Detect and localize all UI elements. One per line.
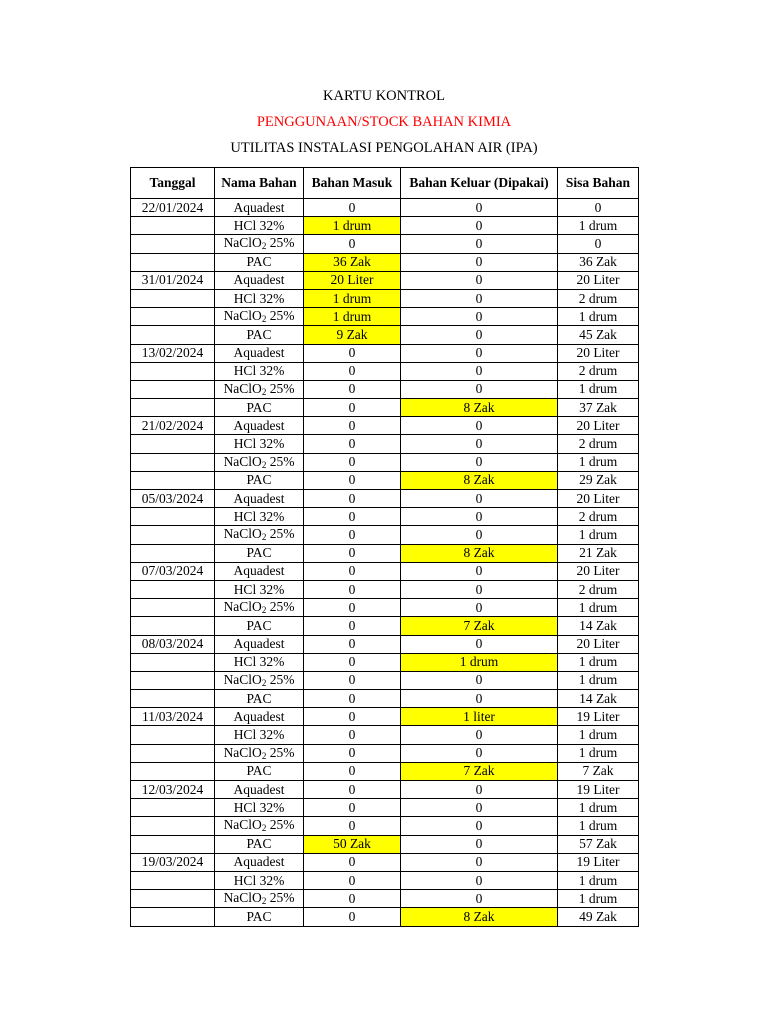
table-row <box>131 562 639 580</box>
table-row <box>131 417 639 435</box>
cell-sisa-bahan: 1 drum <box>558 217 639 235</box>
cell-bahan-masuk: 0 <box>304 199 401 217</box>
cell-nama-bahan: NaClO$_2$ 25% <box>215 526 304 544</box>
table-row <box>131 708 639 726</box>
cell-sisa-bahan: 36 Zak <box>558 253 639 271</box>
cell-sisa-bahan: 14 Zak <box>558 690 639 708</box>
cell-sisa-bahan: 1 drum <box>558 744 639 762</box>
cell-nama-bahan: Aquadest <box>215 708 304 726</box>
cell-sisa-bahan: 0 <box>558 199 639 217</box>
cell-tanggal <box>131 526 215 544</box>
table-row <box>131 617 639 635</box>
cell-tanggal <box>131 799 215 817</box>
cell-nama-bahan: HCl 32% <box>215 580 304 598</box>
table-row <box>131 344 639 362</box>
cell-nama-bahan: PAC <box>215 326 304 344</box>
cell-tanggal <box>131 835 215 853</box>
document-subtitle: PENGGUNAAN/STOCK BAHAN KIMIA <box>256 114 512 130</box>
table-row <box>131 890 639 908</box>
cell-bahan-keluar: 0 <box>401 508 558 526</box>
table-row <box>131 835 639 853</box>
cell-nama-bahan: PAC <box>215 253 304 271</box>
cell-tanggal <box>131 435 215 453</box>
cell-tanggal <box>131 508 215 526</box>
cell-nama-bahan: HCl 32% <box>215 217 304 235</box>
table-row <box>131 853 639 871</box>
cell-bahan-keluar: 0 <box>401 635 558 653</box>
cell-bahan-keluar: 0 <box>401 271 558 289</box>
cell-sisa-bahan: 20 Liter <box>558 417 639 435</box>
cell-tanggal <box>131 380 215 398</box>
cell-sisa-bahan: 1 drum <box>558 726 639 744</box>
cell-tanggal <box>131 762 215 780</box>
cell-sisa-bahan: 1 drum <box>558 871 639 889</box>
cell-sisa-bahan: 19 Liter <box>558 708 639 726</box>
cell-bahan-keluar: 8 Zak <box>401 544 558 562</box>
cell-sisa-bahan: 1 drum <box>558 599 639 617</box>
cell-nama-bahan: Aquadest <box>215 344 304 362</box>
cell-tanggal <box>131 308 215 326</box>
cell-nama-bahan: HCl 32% <box>215 799 304 817</box>
cell-bahan-masuk: 0 <box>304 544 401 562</box>
cell-bahan-masuk: 1 drum <box>304 289 401 307</box>
cell-bahan-keluar: 0 <box>401 890 558 908</box>
cell-bahan-keluar: 0 <box>401 344 558 362</box>
table-row <box>131 781 639 799</box>
table-row <box>131 289 639 307</box>
cell-tanggal <box>131 671 215 689</box>
cell-bahan-keluar: 0 <box>401 562 558 580</box>
table-row <box>131 471 639 489</box>
cell-tanggal <box>131 726 215 744</box>
cell-tanggal <box>131 890 215 908</box>
cell-bahan-masuk: 0 <box>304 362 401 380</box>
cell-bahan-keluar: 0 <box>401 781 558 799</box>
cell-bahan-masuk: 50 Zak <box>304 835 401 853</box>
cell-bahan-masuk: 36 Zak <box>304 253 401 271</box>
cell-bahan-masuk: 0 <box>304 653 401 671</box>
stock-control-table <box>130 167 639 927</box>
cell-bahan-keluar: 0 <box>401 289 558 307</box>
table-row <box>131 690 639 708</box>
cell-nama-bahan: Aquadest <box>215 635 304 653</box>
cell-tanggal: 19/03/2024 <box>131 853 215 871</box>
cell-bahan-keluar: 0 <box>401 744 558 762</box>
cell-bahan-masuk: 0 <box>304 526 401 544</box>
cell-bahan-keluar: 0 <box>401 417 558 435</box>
cell-bahan-masuk: 0 <box>304 690 401 708</box>
table-body <box>131 199 639 927</box>
cell-bahan-masuk: 0 <box>304 599 401 617</box>
cell-sisa-bahan: 20 Liter <box>558 490 639 508</box>
cell-bahan-keluar: 0 <box>401 435 558 453</box>
cell-tanggal <box>131 599 215 617</box>
table-row <box>131 380 639 398</box>
document-unit-title: UTILITAS INSTALASI PENGOLAHAN AIR (IPA) <box>230 140 538 156</box>
cell-sisa-bahan: 1 drum <box>558 380 639 398</box>
cell-tanggal: 13/02/2024 <box>131 344 215 362</box>
table-row <box>131 871 639 889</box>
table-row <box>131 399 639 417</box>
cell-sisa-bahan: 1 drum <box>558 653 639 671</box>
cell-sisa-bahan: 45 Zak <box>558 326 639 344</box>
cell-sisa-bahan: 2 drum <box>558 508 639 526</box>
cell-bahan-keluar: 0 <box>401 217 558 235</box>
cell-bahan-keluar: 0 <box>401 380 558 398</box>
cell-bahan-keluar: 0 <box>401 362 558 380</box>
cell-sisa-bahan: 19 Liter <box>558 853 639 871</box>
cell-sisa-bahan: 1 drum <box>558 453 639 471</box>
cell-tanggal: 11/03/2024 <box>131 708 215 726</box>
table-header-row <box>131 168 639 199</box>
table-row <box>131 653 639 671</box>
cell-tanggal <box>131 690 215 708</box>
cell-nama-bahan: NaClO$_2$ 25% <box>215 744 304 762</box>
table-row <box>131 544 639 562</box>
cell-nama-bahan: NaClO$_2$ 25% <box>215 671 304 689</box>
cell-tanggal: 05/03/2024 <box>131 490 215 508</box>
cell-nama-bahan: HCl 32% <box>215 871 304 889</box>
cell-bahan-keluar: 0 <box>401 835 558 853</box>
table-row <box>131 817 639 835</box>
table-row <box>131 744 639 762</box>
cell-nama-bahan: NaClO$_2$ 25% <box>215 890 304 908</box>
table-row <box>131 671 639 689</box>
cell-nama-bahan: NaClO$_2$ 25% <box>215 453 304 471</box>
cell-bahan-masuk: 0 <box>304 762 401 780</box>
cell-bahan-masuk: 0 <box>304 344 401 362</box>
cell-nama-bahan: Aquadest <box>215 417 304 435</box>
cell-nama-bahan: NaClO$_2$ 25% <box>215 380 304 398</box>
cell-nama-bahan: HCl 32% <box>215 289 304 307</box>
table-row <box>131 580 639 598</box>
table-row <box>131 908 639 926</box>
cell-sisa-bahan: 2 drum <box>558 580 639 598</box>
cell-bahan-masuk: 0 <box>304 471 401 489</box>
cell-bahan-keluar: 0 <box>401 235 558 253</box>
cell-tanggal <box>131 744 215 762</box>
table-row <box>131 762 639 780</box>
table-row <box>131 453 639 471</box>
cell-bahan-keluar: 0 <box>401 871 558 889</box>
cell-bahan-masuk: 0 <box>304 508 401 526</box>
table-row <box>131 253 639 271</box>
cell-bahan-masuk: 0 <box>304 435 401 453</box>
cell-tanggal <box>131 471 215 489</box>
cell-sisa-bahan: 1 drum <box>558 671 639 689</box>
cell-bahan-masuk: 1 drum <box>304 217 401 235</box>
cell-nama-bahan: PAC <box>215 762 304 780</box>
table-row <box>131 726 639 744</box>
cell-bahan-keluar: 8 Zak <box>401 471 558 489</box>
cell-bahan-keluar: 7 Zak <box>401 762 558 780</box>
table-row <box>131 435 639 453</box>
cell-bahan-keluar: 0 <box>401 853 558 871</box>
cell-sisa-bahan: 57 Zak <box>558 835 639 853</box>
cell-tanggal <box>131 544 215 562</box>
table-row <box>131 326 639 344</box>
cell-bahan-masuk: 0 <box>304 635 401 653</box>
cell-sisa-bahan: 0 <box>558 235 639 253</box>
cell-sisa-bahan: 29 Zak <box>558 471 639 489</box>
header-tanggal: Tanggal <box>131 168 215 199</box>
document-title: KARTU KONTROL <box>323 88 445 104</box>
cell-bahan-masuk: 0 <box>304 235 401 253</box>
cell-bahan-keluar: 0 <box>401 199 558 217</box>
cell-bahan-masuk: 0 <box>304 490 401 508</box>
cell-sisa-bahan: 19 Liter <box>558 781 639 799</box>
cell-bahan-masuk: 0 <box>304 871 401 889</box>
cell-tanggal <box>131 871 215 889</box>
cell-bahan-masuk: 0 <box>304 708 401 726</box>
cell-tanggal <box>131 362 215 380</box>
cell-nama-bahan: Aquadest <box>215 781 304 799</box>
table-row <box>131 199 639 217</box>
cell-bahan-masuk: 0 <box>304 380 401 398</box>
cell-bahan-masuk: 0 <box>304 799 401 817</box>
cell-nama-bahan: HCl 32% <box>215 726 304 744</box>
cell-sisa-bahan: 14 Zak <box>558 617 639 635</box>
table-row <box>131 308 639 326</box>
cell-sisa-bahan: 20 Liter <box>558 344 639 362</box>
cell-tanggal <box>131 908 215 926</box>
cell-tanggal <box>131 289 215 307</box>
cell-bahan-keluar: 0 <box>401 526 558 544</box>
cell-bahan-keluar: 0 <box>401 253 558 271</box>
cell-bahan-masuk: 0 <box>304 890 401 908</box>
table-row <box>131 635 639 653</box>
cell-nama-bahan: PAC <box>215 544 304 562</box>
cell-sisa-bahan: 2 drum <box>558 435 639 453</box>
cell-bahan-keluar: 8 Zak <box>401 908 558 926</box>
cell-tanggal: 31/01/2024 <box>131 271 215 289</box>
cell-bahan-keluar: 8 Zak <box>401 399 558 417</box>
cell-bahan-masuk: 0 <box>304 908 401 926</box>
cell-nama-bahan: HCl 32% <box>215 435 304 453</box>
table-row <box>131 235 639 253</box>
cell-bahan-keluar: 0 <box>401 726 558 744</box>
cell-bahan-masuk: 0 <box>304 453 401 471</box>
cell-nama-bahan: PAC <box>215 908 304 926</box>
cell-bahan-keluar: 0 <box>401 580 558 598</box>
table-row <box>131 490 639 508</box>
table-row <box>131 362 639 380</box>
cell-nama-bahan: NaClO$_2$ 25% <box>215 817 304 835</box>
cell-bahan-keluar: 1 drum <box>401 653 558 671</box>
cell-tanggal: 22/01/2024 <box>131 199 215 217</box>
cell-bahan-keluar: 0 <box>401 817 558 835</box>
cell-nama-bahan: NaClO$_2$ 25% <box>215 599 304 617</box>
header-nama-bahan: Nama Bahan <box>215 168 304 199</box>
cell-nama-bahan: HCl 32% <box>215 653 304 671</box>
cell-tanggal <box>131 326 215 344</box>
table-row <box>131 217 639 235</box>
cell-bahan-masuk: 20 Liter <box>304 271 401 289</box>
cell-nama-bahan: HCl 32% <box>215 362 304 380</box>
cell-tanggal <box>131 235 215 253</box>
cell-bahan-keluar: 7 Zak <box>401 617 558 635</box>
header-sisa-bahan: Sisa Bahan <box>558 168 639 199</box>
cell-nama-bahan: Aquadest <box>215 199 304 217</box>
cell-bahan-masuk: 1 drum <box>304 308 401 326</box>
cell-tanggal <box>131 399 215 417</box>
cell-bahan-keluar: 0 <box>401 490 558 508</box>
header-bahan-keluar: Bahan Keluar (Dipakai) <box>401 168 558 199</box>
cell-bahan-keluar: 0 <box>401 453 558 471</box>
cell-bahan-masuk: 0 <box>304 417 401 435</box>
cell-nama-bahan: NaClO$_2$ 25% <box>215 308 304 326</box>
cell-nama-bahan: Aquadest <box>215 490 304 508</box>
cell-tanggal: 07/03/2024 <box>131 562 215 580</box>
cell-bahan-masuk: 9 Zak <box>304 326 401 344</box>
cell-bahan-masuk: 0 <box>304 399 401 417</box>
table-row <box>131 508 639 526</box>
cell-nama-bahan: Aquadest <box>215 853 304 871</box>
cell-bahan-keluar: 0 <box>401 671 558 689</box>
cell-tanggal: 12/03/2024 <box>131 781 215 799</box>
cell-sisa-bahan: 21 Zak <box>558 544 639 562</box>
cell-nama-bahan: PAC <box>215 617 304 635</box>
cell-tanggal: 21/02/2024 <box>131 417 215 435</box>
cell-bahan-masuk: 0 <box>304 580 401 598</box>
cell-tanggal <box>131 453 215 471</box>
cell-sisa-bahan: 2 drum <box>558 289 639 307</box>
cell-sisa-bahan: 1 drum <box>558 799 639 817</box>
cell-bahan-keluar: 0 <box>401 799 558 817</box>
cell-sisa-bahan: 20 Liter <box>558 562 639 580</box>
cell-nama-bahan: PAC <box>215 399 304 417</box>
cell-sisa-bahan: 1 drum <box>558 526 639 544</box>
cell-tanggal <box>131 253 215 271</box>
cell-nama-bahan: PAC <box>215 835 304 853</box>
table-row <box>131 799 639 817</box>
cell-bahan-keluar: 1 liter <box>401 708 558 726</box>
cell-sisa-bahan: 1 drum <box>558 890 639 908</box>
cell-bahan-masuk: 0 <box>304 726 401 744</box>
cell-nama-bahan: NaClO$_2$ 25% <box>215 235 304 253</box>
cell-bahan-keluar: 0 <box>401 308 558 326</box>
cell-sisa-bahan: 1 drum <box>558 308 639 326</box>
cell-nama-bahan: Aquadest <box>215 562 304 580</box>
cell-nama-bahan: Aquadest <box>215 271 304 289</box>
cell-tanggal: 08/03/2024 <box>131 635 215 653</box>
cell-bahan-masuk: 0 <box>304 781 401 799</box>
cell-bahan-masuk: 0 <box>304 617 401 635</box>
cell-nama-bahan: PAC <box>215 690 304 708</box>
cell-sisa-bahan: 20 Liter <box>558 635 639 653</box>
cell-sisa-bahan: 20 Liter <box>558 271 639 289</box>
cell-tanggal <box>131 217 215 235</box>
cell-bahan-keluar: 0 <box>401 326 558 344</box>
cell-sisa-bahan: 1 drum <box>558 817 639 835</box>
cell-bahan-keluar: 0 <box>401 690 558 708</box>
cell-bahan-masuk: 0 <box>304 817 401 835</box>
table-row <box>131 599 639 617</box>
cell-tanggal <box>131 617 215 635</box>
cell-bahan-masuk: 0 <box>304 853 401 871</box>
cell-nama-bahan: HCl 32% <box>215 508 304 526</box>
cell-sisa-bahan: 49 Zak <box>558 908 639 926</box>
cell-sisa-bahan: 7 Zak <box>558 762 639 780</box>
table-row <box>131 271 639 289</box>
cell-bahan-masuk: 0 <box>304 562 401 580</box>
header-bahan-masuk: Bahan Masuk <box>304 168 401 199</box>
cell-tanggal <box>131 580 215 598</box>
cell-tanggal <box>131 653 215 671</box>
cell-sisa-bahan: 37 Zak <box>558 399 639 417</box>
cell-nama-bahan: PAC <box>215 471 304 489</box>
cell-bahan-masuk: 0 <box>304 671 401 689</box>
cell-tanggal <box>131 817 215 835</box>
cell-sisa-bahan: 2 drum <box>558 362 639 380</box>
cell-bahan-masuk: 0 <box>304 744 401 762</box>
table-row <box>131 526 639 544</box>
cell-bahan-keluar: 0 <box>401 599 558 617</box>
